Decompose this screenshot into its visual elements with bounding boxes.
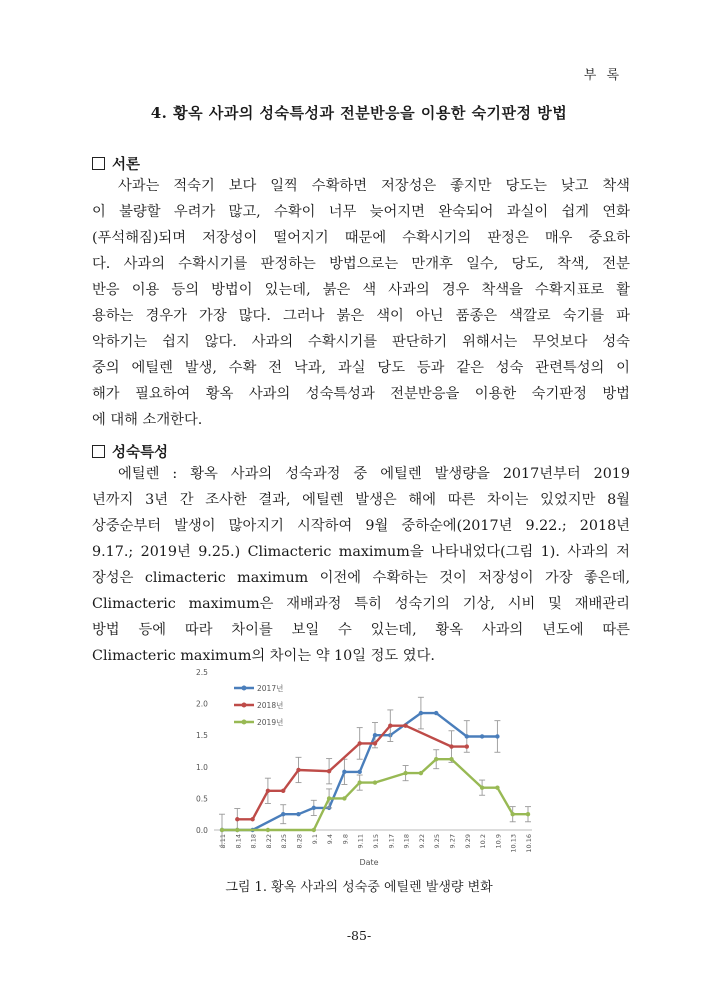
data-point — [495, 785, 499, 789]
data-point — [373, 780, 377, 784]
data-point — [373, 741, 377, 745]
data-point — [495, 734, 499, 738]
x-tick-label: 9.15 — [372, 834, 380, 849]
x-tick-label: 8.11 — [219, 834, 227, 849]
paragraph-line: 년까지 3년 간 조사한 결과, 에틸렌 발생은 해에 따른 차이는 있었지만 8월 — [92, 492, 630, 508]
y-tick-label: 0.0 — [196, 826, 208, 835]
data-point — [266, 789, 270, 793]
data-point — [281, 789, 285, 793]
legend-label: 2017년 — [257, 684, 284, 693]
data-point — [388, 724, 392, 728]
data-point — [312, 806, 316, 810]
legend-marker — [242, 720, 247, 725]
data-point — [358, 741, 362, 745]
data-point — [342, 770, 346, 774]
data-point — [434, 757, 438, 761]
legend-marker — [242, 703, 247, 708]
figure-caption: 그림 1. 황옥 사과의 성숙중 에틸렌 발생량 변화 — [225, 880, 493, 895]
paragraph-line: 에 대해 소개한다. — [92, 412, 203, 428]
paragraph-line: 9.17.; 2019년 9.25.) Climacteric maximum을 나타내었다(그림 1). 사과의 저 — [92, 544, 630, 560]
x-tick-label: 9.22 — [417, 834, 426, 849]
x-tick-label: 8.22 — [264, 834, 273, 849]
ethylene-chart — [192, 660, 542, 868]
paragraph-line: 악하기는 쉽지 않다. 사과의 수확시기를 판단하기 위해서는 무엇보다 성숙 — [92, 334, 630, 350]
paragraph-line: (푸석해짐)되며 저장성이 떨어지기 때문에 수확시기의 판정은 매우 중요하 — [92, 230, 630, 246]
x-tick-label: 9.18 — [402, 834, 411, 849]
data-point — [327, 796, 331, 800]
data-point — [296, 768, 300, 772]
x-tick-label: 8.18 — [249, 834, 258, 849]
x-tick-label: 9.25 — [433, 834, 442, 849]
data-point — [250, 817, 254, 821]
running-header: 부 록 — [583, 68, 622, 83]
data-point — [434, 711, 438, 715]
paragraph-line: Climacteric maximum의 차이는 약 10일 정도 였다. — [92, 648, 435, 664]
x-tick-label: 10.2 — [479, 834, 488, 849]
data-point — [449, 757, 453, 761]
data-point — [480, 785, 484, 789]
y-tick-label: 2.5 — [196, 668, 208, 677]
introduction-text — [92, 173, 630, 433]
maturity-text — [92, 461, 630, 669]
paragraph-line: 에틸렌 : 황옥 사과의 성숙과정 중 에틸렌 발생량을 2017년부터 2019 — [118, 466, 630, 482]
data-point — [358, 770, 362, 774]
paragraph-line: 상중순부터 발생이 많아지기 시작하여 9월 중하순에(2017년 9.22.; 2018년 — [92, 518, 630, 534]
data-point — [465, 734, 469, 738]
x-tick-label: 9.8 — [341, 834, 350, 845]
x-tick-label: 10.9 — [494, 834, 503, 849]
x-tick-label: 9.27 — [448, 834, 457, 849]
paragraph-line: Climacteric maximum은 재배과정 특히 성숙기의 기상, 시비 및 재배관리 — [92, 596, 630, 612]
x-tick-label: 9.4 — [326, 834, 335, 845]
legend-label: 2018년 — [257, 701, 284, 710]
paragraph-line: 해가 필요하여 황옥 사과의 성숙특성과 전분반응을 이용한 숙기판정 방법 — [92, 386, 630, 402]
data-point — [296, 812, 300, 816]
data-point — [419, 771, 423, 775]
x-tick-label: 9.29 — [463, 834, 472, 849]
paragraph-line: 이 불량할 우려가 많고, 수확이 너무 늦어지면 완숙되어 과실이 쉽게 연화 — [92, 204, 630, 220]
paragraph-line: 중의 에틸렌 발생, 수확 전 낙과, 과실 당도 등과 같은 성숙 관련특성의 이 — [92, 360, 630, 376]
x-tick-label: 9.1 — [310, 834, 319, 845]
page-number: -85- — [346, 928, 372, 943]
legend-label: 2019년 — [257, 718, 284, 727]
x-tick-label: 8.25 — [280, 834, 289, 849]
data-point — [511, 812, 515, 816]
y-tick-label: 1.0 — [196, 762, 208, 772]
x-tick-label: 10.13 — [509, 834, 518, 853]
paragraph-line: 장성은 climacteric maximum 이전에 수확하는 것이 저장성이 가장 좋은데, — [92, 570, 630, 586]
data-point — [342, 796, 346, 800]
data-point — [373, 733, 377, 737]
heading-maturity: 성숙특성 — [92, 441, 168, 462]
x-tick-label: 8.14 — [234, 834, 243, 849]
paragraph-line: 사과는 적숙기 보다 일찍 수확하면 저장성은 좋지만 당도는 낮고 착색 — [118, 178, 630, 194]
x-tick-label: 9.17 — [387, 834, 396, 849]
data-point — [403, 771, 407, 775]
data-point — [327, 769, 331, 773]
x-tick-label: 8.28 — [295, 834, 304, 849]
data-point — [312, 828, 316, 832]
x-axis-title: Date — [359, 858, 379, 867]
x-tick-label: 10.16 — [525, 834, 533, 853]
data-point — [235, 817, 239, 821]
heading-introduction: 서론 — [92, 153, 140, 174]
paragraph-line: 방법 등에 따라 차이를 보일 수 있는데, 황옥 사과의 년도에 따른 — [92, 622, 630, 638]
data-point — [419, 711, 423, 715]
data-point — [358, 780, 362, 784]
data-point — [266, 828, 270, 832]
checkbox-square-icon — [92, 445, 105, 458]
y-tick-label: 2.0 — [196, 699, 208, 709]
data-point — [526, 812, 530, 816]
data-point — [480, 734, 484, 738]
data-point — [281, 812, 285, 816]
paragraph-line: 용하는 경우가 가장 많다. 그러나 붉은 색이 아닌 품종은 색깔로 숙기를 파 — [92, 308, 630, 324]
section-title: 4. 황옥 사과의 성숙특성과 전분반응을 이용한 숙기판정 방법 — [150, 104, 568, 122]
paragraph-line: 반응 이용 등의 방법이 있는데, 붉은 색 사과의 경우 착색을 수확지표로 활 — [92, 282, 630, 298]
y-tick-label: 1.5 — [196, 731, 208, 741]
x-tick-label: 9.11 — [356, 834, 365, 849]
data-point — [220, 828, 224, 832]
data-point — [449, 744, 453, 748]
y-tick-label: 0.5 — [196, 794, 208, 804]
data-point — [465, 744, 469, 748]
paragraph-line: 다. 사과의 수확시기를 판정하는 방법으로는 만개후 일수, 당도, 착색, 전분 — [92, 256, 630, 272]
legend-marker — [242, 686, 247, 691]
data-point — [235, 828, 239, 832]
data-point — [403, 724, 407, 728]
checkbox-square-icon — [92, 157, 105, 170]
